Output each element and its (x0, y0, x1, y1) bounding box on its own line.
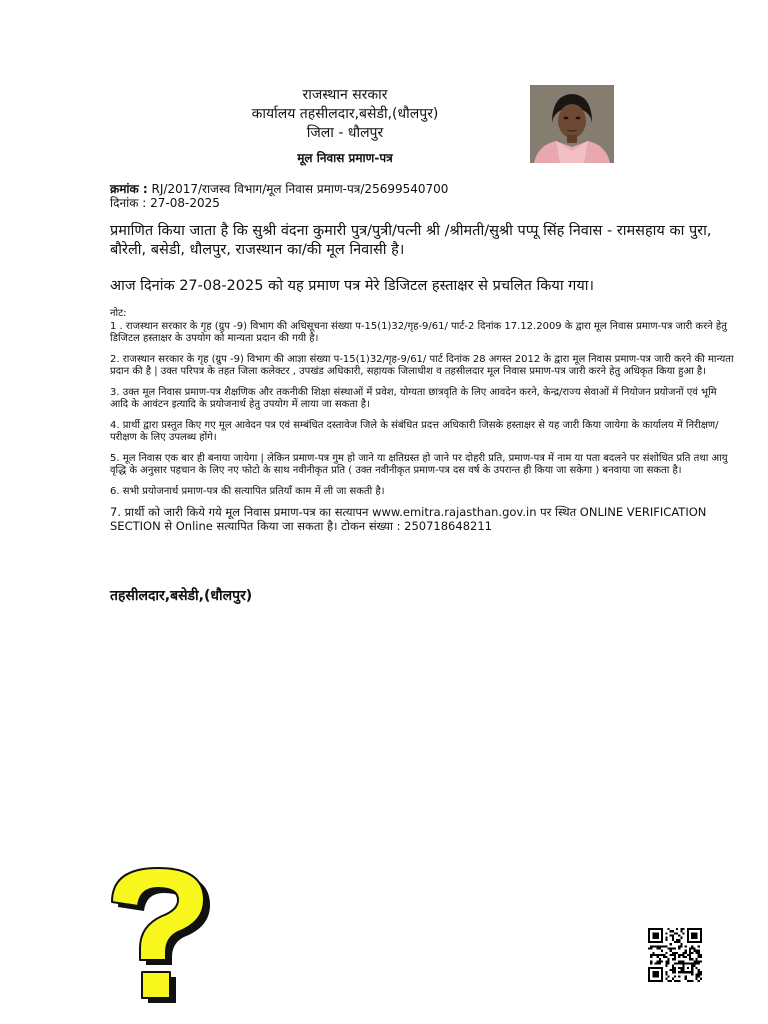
district-name: जिला - धौलपुर (306, 125, 384, 141)
note-item: 5. मूल निवास एक बार ही बनाया जायेगा | लेकिन प्रमाण-पत्र गुम हो जाने या क्षतिग्रस्त हो जाने पर दोहरी प्रति, प्रमाण-पत्र में नाम या पता बदलने पर संशोधित प्रति तथा आयु वृद्धि के अनुसार पहचान के लिए नए फोटो के साथ नवीनीकृत प्रति ( उक्त नवीनीकृत प्रमाण-पत्र दस वर्ष के उपरान्त ही किया जा सकेगा ) बनवाया जा सकता है। (110, 452, 728, 476)
question-mark-icon (100, 860, 225, 1010)
note-item: 6. सभी प्रयोजनार्थ प्रमाण-पत्र की सत्यापित प्रतियाँ काम में ली जा सकती है। (110, 485, 385, 497)
certificate-meta (110, 182, 448, 210)
issue-date-label: दिनांक : (110, 196, 147, 210)
issue-date-row (110, 196, 448, 210)
applicant-photo (530, 85, 614, 163)
notes-section (110, 308, 735, 541)
person-photo-icon (530, 85, 614, 163)
note-item-verification: 7. प्रार्थी को जारी किये गये मूल निवास प्रमाण-पत्र का सत्यापन www.emitra.rajasthan.gov.in पर स्थित ONLINE VERIFICATION SECTION से Online सत्यापित किया जा सकता है। टोकन संख्या : 250718648211 (110, 505, 707, 533)
government-name: राजस्थान सरकार (302, 87, 388, 103)
certificate-header (200, 86, 490, 166)
signatory-designation: तहसीलदार,बसेडी,(धौलपुर) (110, 588, 253, 604)
certificate-title: मूल निवास प्रमाण-पत्र (297, 151, 393, 165)
serial-number-row (110, 182, 448, 196)
serial-number-label: क्रमांक : (110, 182, 148, 196)
note-item: 4. प्रार्थी द्वारा प्रस्तुत किए गए मूल आवेदन पत्र एवं सम्बंधित दस्तावेज जिले के संबंधित प्रदत्त अधिकारी जिसके हस्ताक्षर से यह जारी किया जायेगा के कार्यालय में निरीक्षण/परीक्षण के लिए उपलब्ध होंगे। (110, 419, 719, 443)
certificate-statement: प्रमाणित किया जाता है कि सुश्री वंदना कुमारी पुत्र/पुत्री/पत्नी श्री /श्रीमती/सुश्री पप्पू सिंह निवास - रामसहाय का पुरा, बौरेली, बसेडी, धौलपुर, राजस्थान का/की मूल निवासी है। (110, 223, 712, 258)
qr-code-icon[interactable] (648, 928, 702, 982)
office-name: कार्यालय तहसीलदार,बसेडी,(धौलपुर) (251, 106, 439, 122)
note-item: 2. राजस्थान सरकार के गृह (ग्रुप -9) विभाग की आज्ञा संख्या प-15(1)32/गृह-9/61/ पार्ट दिनांक 28 अगस्त 2012 के द्वारा मूल निवास प्रमाण-पत्र जारी करने की मान्यता प्रदान की है | उक्त परिपत्र के तहत जिला कलेक्टर , उपखंड अधिकारी, सहायक जिलाधीश व तहसीलदार मूल निवास प्रमाण-पत्र जारी करने हेतु अधिकृत किया हुआ है। (110, 353, 734, 377)
issue-date-value: 27-08-2025 (150, 196, 220, 210)
issuance-statement: आज दिनांक 27-08-2025 को यह प्रमाण पत्र मेरे डिजिटल हस्ताक्षर से प्रचलित किया गया। (110, 278, 595, 294)
serial-number-value: RJ/2017/राजस्व विभाग/मूल निवास प्रमाण-पत्र/25699540700 (151, 182, 449, 196)
note-item: 1 . राजस्थान सरकार के गृह (ग्रुप -9) विभाग की अधिसूचना संख्या प-15(1)32/गृह-9/61/ पार्ट-2 दिनांक 17.12.2009 के द्वारा मूल निवास प्रमाण-पत्र जारी करने हेतु डिजिटल हस्ताक्षर के उपयोग को मान्यता प्रदान की गयी है। (110, 320, 727, 344)
note-item: 3. उक्त मूल निवास प्रमाण-पत्र शैक्षणिक और तकनीकी शिक्षा संस्थाओं में प्रवेश, योग्यता छात्रवृति के लिए आवदेन करने, केन्द्र/राज्य सेवाओं में नियोजन प्रयोजनों एवं भूमि आदि के आवंटन इत्यादि के प्रयोजनार्थ हेतु उपयोग में लाया जा सकता है। (110, 386, 717, 410)
notes-heading: नोट: (110, 308, 127, 319)
